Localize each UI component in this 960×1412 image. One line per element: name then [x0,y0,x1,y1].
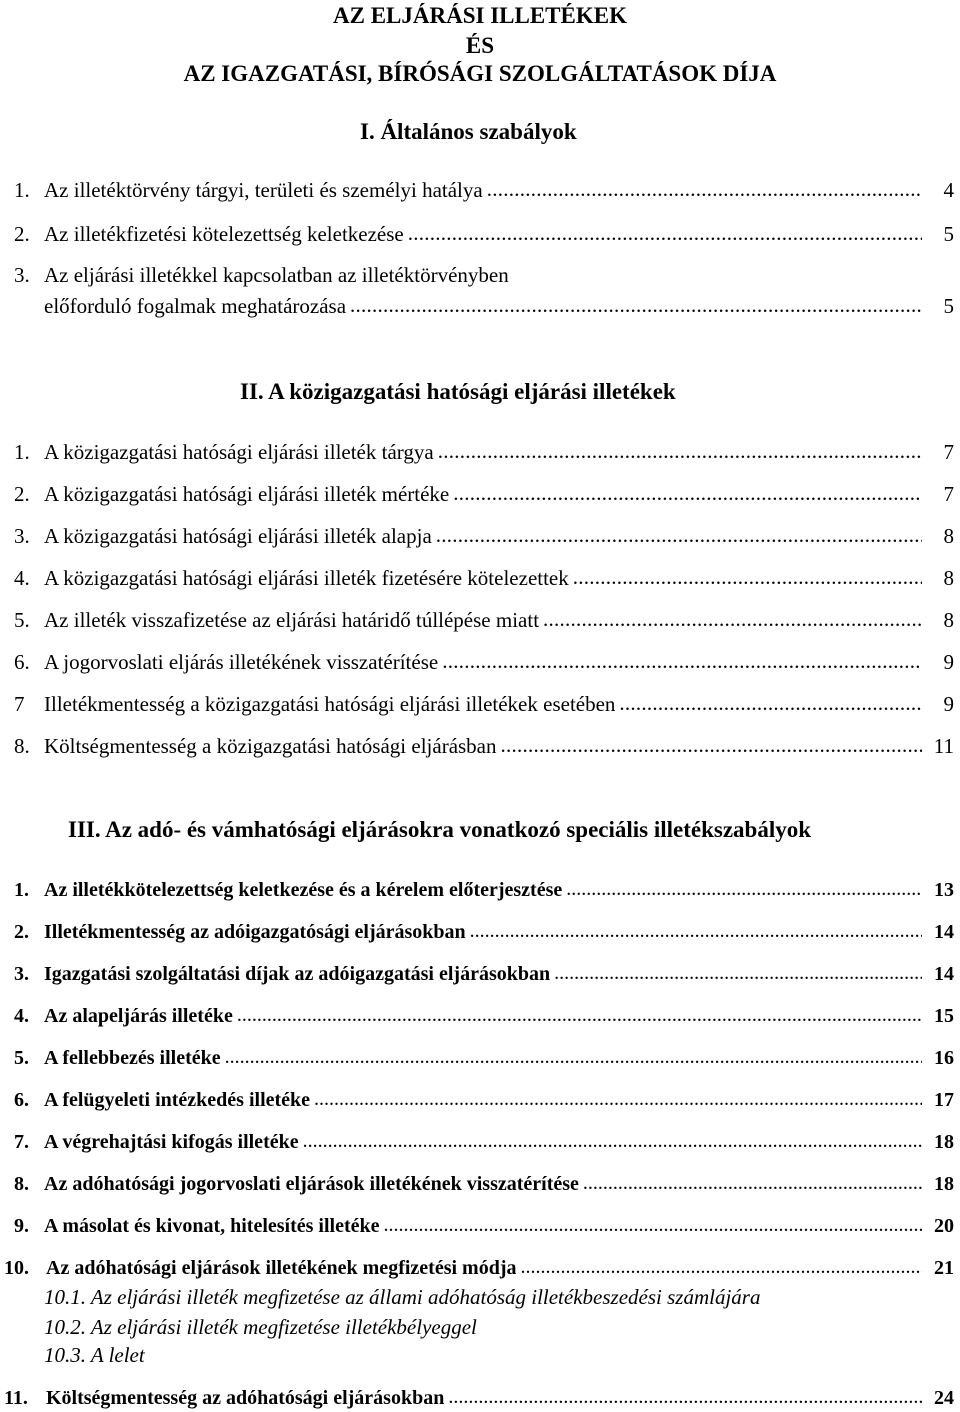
toc-entry-title: A jogorvoslati eljárás illetékének visszatérítése [44,650,439,674]
toc-entry-title: Az illetéktörvény tárgyi, területi és személyi hatálya [44,178,483,202]
toc-entry-title: Az alapeljárás illetéke [44,1005,233,1027]
toc-entry[interactable] [14,1044,954,1071]
toc-entry-page: 9 [943,650,954,674]
toc-entry-title: Az illeték visszafizetése az eljárási határidő túllépése miatt [44,608,540,632]
toc-entry[interactable] [14,480,954,507]
toc-entry-number: 7. [14,1131,29,1153]
toc-entry[interactable] [14,732,954,759]
toc-entry-page: 7 [943,440,954,464]
toc-entry-number: 1. [14,879,29,901]
toc-dot-leader [436,522,922,543]
toc-dot-leader [554,960,922,980]
toc-entry-number: 1. [14,178,30,202]
toc-dot-leader [573,564,922,585]
toc-entry[interactable] [4,1254,954,1281]
toc-entry-page: 18 [934,1173,954,1195]
toc-dot-leader [543,606,922,627]
toc-entry[interactable] [14,438,954,465]
toc-entry-page: 24 [934,1387,954,1409]
toc-entry-number: 6. [14,1089,29,1111]
toc-entry[interactable] [14,522,954,549]
toc-dot-leader [442,648,922,669]
toc-dot-leader [487,176,922,197]
toc-entry-number: 6. [14,650,30,674]
toc-entry-number: 3. [14,263,30,287]
toc-entry[interactable] [14,176,954,203]
toc-entry-number: 11. [4,1387,28,1409]
toc-dot-leader [501,732,922,753]
toc-entry-title: A közigazgatási hatósági eljárási illeték mértéke [44,482,450,506]
toc-entry-title: Az adóhatósági eljárások illetékének megfizetési módja [46,1257,517,1279]
toc-entry-page: 5 [943,222,954,246]
toc-entry-number: 1. [14,440,30,464]
toc-entry-page: 17 [934,1089,954,1111]
toc-dot-leader [237,1002,922,1022]
toc-entry-title: Az illetékkötelezettség keletkezése és a kérelem előterjesztése [44,879,563,901]
document-title-line-3: AZ IGAZGATÁSI, BÍRÓSÁGI SZOLGÁLTATÁSOK DÍJA [183,61,777,86]
toc-entry-number: 5. [14,1047,29,1069]
toc-entry-number: 2. [14,482,30,506]
toc-entry[interactable] [14,876,954,903]
toc-entry-number: 3. [14,524,30,548]
toc-entry[interactable] [14,918,954,945]
toc-entry[interactable] [14,1128,954,1155]
toc-entry-page: 7 [943,482,954,506]
toc-entry[interactable] [14,1002,954,1029]
toc-dot-leader [520,1254,922,1274]
toc-dot-leader [438,438,922,459]
toc-dot-leader [566,876,922,896]
toc-dot-leader [470,918,922,938]
toc-entry-title: Az illetékfizetési kötelezettség keletkezése [44,222,404,246]
section-heading-2: II. A közigazgatási hatósági eljárási illetékek [240,379,676,404]
document-title-line-2: ÉS [465,33,495,58]
toc-entry-page: 5 [943,294,954,318]
toc-entry-number: 4. [14,566,30,590]
toc-entry[interactable] [14,690,954,717]
toc-entry-title: A másolat és kivonat, hitelesítés illetéke [44,1215,380,1237]
toc-dot-leader [583,1170,922,1190]
toc-entry-number: 9. [14,1215,29,1237]
toc-entry-number: 7 [14,692,25,716]
toc-entry[interactable] [14,262,954,288]
toc-dot-leader [619,690,922,711]
toc-dot-leader [350,292,922,313]
toc-entry-page: 8 [943,524,954,548]
toc-entry-title: Költségmentesség a közigazgatási hatósági eljárásban [44,734,497,758]
toc-entry[interactable] [14,1170,954,1197]
toc-entry-page: 16 [934,1047,954,1069]
toc-entry-page: 21 [934,1257,954,1279]
toc-entry-number: 2. [14,222,30,246]
toc-entry[interactable] [14,960,954,987]
toc-entry-title: A végrehajtási kifogás illetéke [44,1131,299,1153]
toc-entry-number: 2. [14,921,29,943]
toc-entry-page: 14 [934,963,954,985]
toc-entry[interactable] [14,220,954,247]
toc-entry-title: A közigazgatási hatósági eljárási illeték fizetésére kötelezettek [44,566,569,590]
toc-dot-leader [314,1086,922,1106]
toc-entry-page: 18 [934,1131,954,1153]
toc-entry-title: Az adóhatósági jogorvoslati eljárások illetékének visszatérítése [44,1173,579,1195]
toc-entry-page: 8 [943,566,954,590]
section-heading-3: III. Az adó- és vámhatósági eljárásokra vonatkozó speciális illetékszabályok [68,817,812,842]
toc-subentry[interactable]: 10.3. A lelet [44,1343,145,1367]
toc-entry-title-continuation: előforduló fogalmak meghatározása [44,294,347,318]
toc-entry-title: Illetékmentesség az adóigazgatósági eljárásokban [44,921,466,943]
toc-dot-leader [384,1212,922,1232]
toc-dot-leader [448,1384,922,1404]
toc-entry-page: 9 [943,692,954,716]
toc-entry-number: 5. [14,608,30,632]
toc-entry-page: 15 [934,1005,954,1027]
section-heading-1: I. Általános szabályok [360,119,577,144]
toc-entry-number: 8. [14,1173,29,1195]
toc-entry-title: A fellebbezés illetéke [44,1047,221,1069]
toc-subentry[interactable]: 10.2. Az eljárási illeték megfizetése illetékbélyeggel [44,1315,477,1339]
toc-dot-leader [453,480,922,501]
toc-entry-number: 3. [14,963,29,985]
toc-entry-page: 8 [943,608,954,632]
toc-entry-number: 10. [4,1257,29,1279]
toc-entry-page: 14 [934,921,954,943]
toc-entry[interactable] [14,606,954,633]
toc-entry[interactable] [14,1086,954,1113]
toc-entry-title: A felügyeleti intézkedés illetéke [44,1089,311,1111]
toc-entry-title: Illetékmentesség a közigazgatási hatósági eljárási illetékek esetében [44,692,616,716]
toc-entry[interactable] [4,1384,954,1411]
toc-entry[interactable] [14,648,954,675]
toc-subentry[interactable]: 10.1. Az eljárási illeték megfizetése az állami adóhatóság illetékbeszedési számlájára [44,1285,761,1309]
toc-dot-leader [303,1128,922,1148]
document-title-line-1: AZ ELJÁRÁSI ILLETÉKEK [333,3,627,28]
toc-dot-leader [225,1044,922,1064]
toc-entry-title: Igazgatási szolgáltatási díjak az adóigazgatási eljárásokban [44,963,551,985]
toc-entry-number: 8. [14,734,30,758]
toc-entry-page: 20 [934,1215,954,1237]
toc-entry-continuation[interactable] [44,292,954,319]
toc-entry-title: Költségmentesség az adóhatósági eljárásokban [46,1387,445,1409]
toc-entry-number: 4. [14,1005,29,1027]
toc-entry-title: A közigazgatási hatósági eljárási illeték alapja [44,524,432,548]
toc-dot-leader [408,220,922,241]
toc-entry-title: A közigazgatási hatósági eljárási illeték tárgya [44,440,434,464]
toc-entry-title: Az eljárási illetékkel kapcsolatban az illetéktörvényben [44,263,509,287]
toc-entry-page: 4 [943,178,954,202]
toc-entry[interactable] [14,564,954,591]
toc-entry[interactable] [14,1212,954,1239]
toc-entry-page: 11 [933,734,954,758]
toc-entry-page: 13 [934,879,954,901]
